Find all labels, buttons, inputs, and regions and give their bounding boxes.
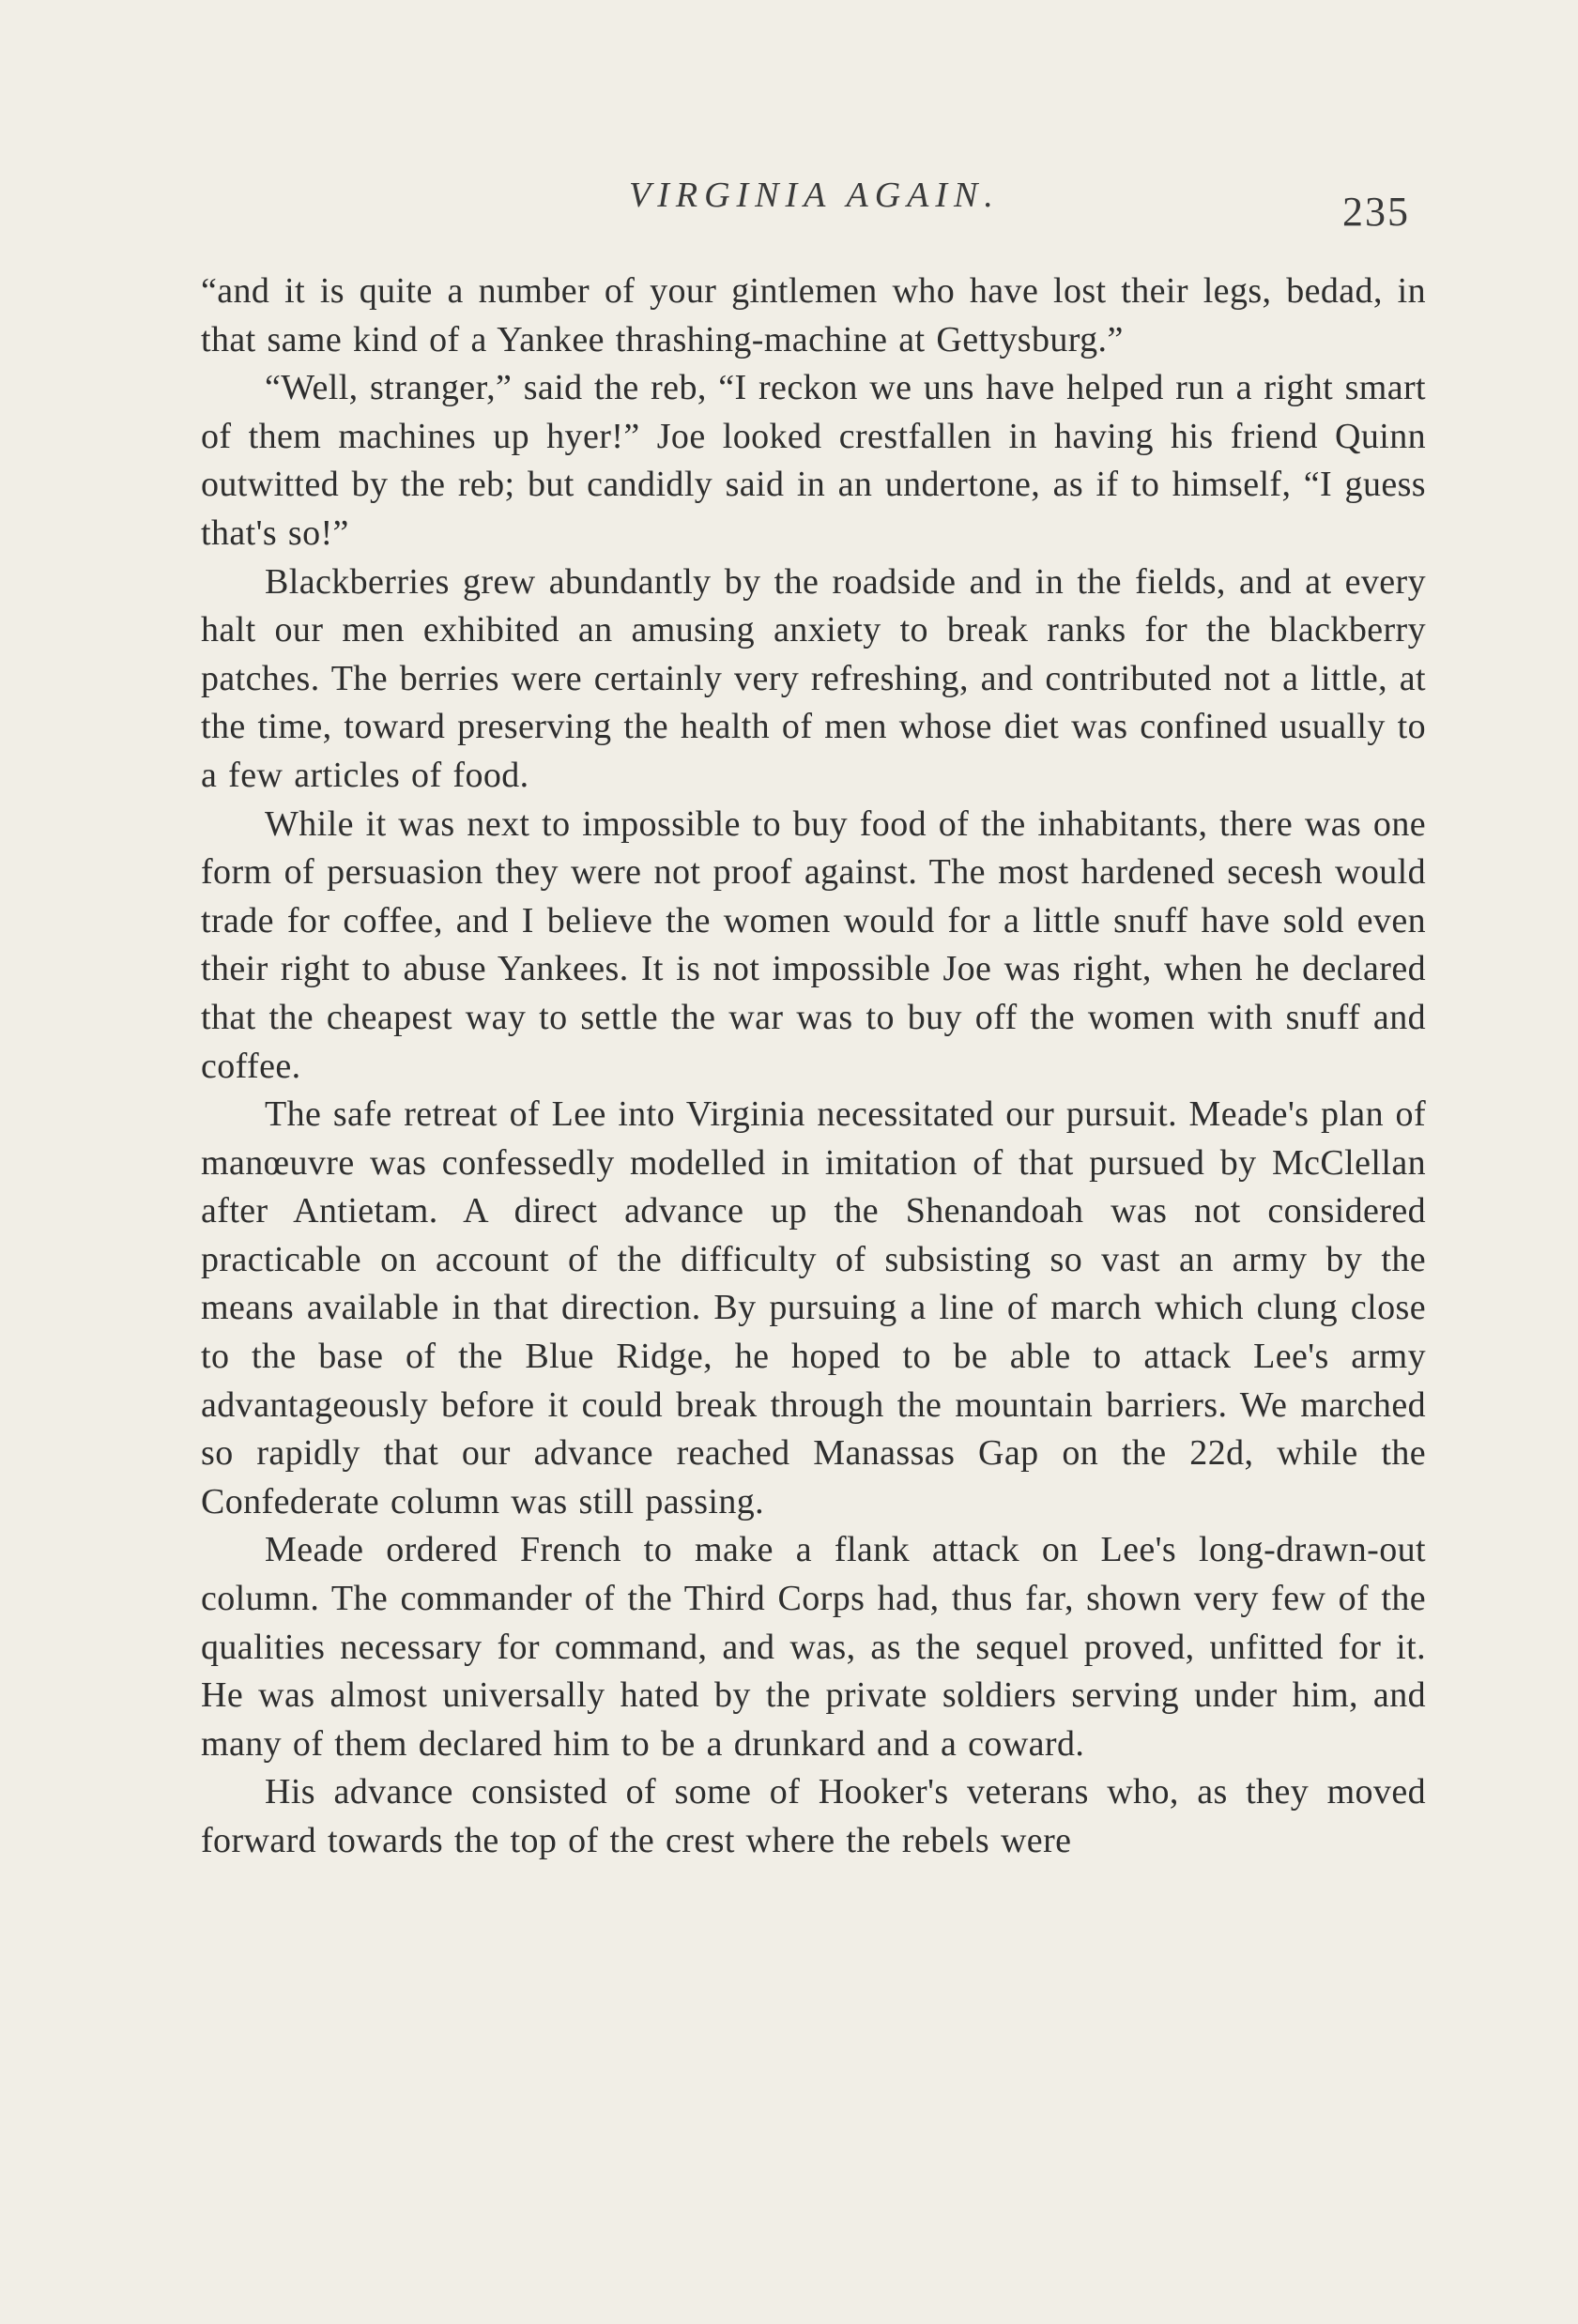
paragraph: Blackberries grew abundantly by the roadside and in the fields, and at every halt our men exhibited an amusing anxiety to break ranks for the blackberry patches. The berries were certainly very refreshing, and contributed not a little, at the time, toward preserving the health of men whose diet was confined usually to a few articles of food.	[201, 561, 1426, 795]
paragraph: While it was next to impossible to buy food of the inhabitants, there was one form of persuasion they were not proof against. The most hardened secesh would trade for coffee, and I believe the women would for a little snuff have sold even their right to abuse Yankees. It is not impossible Joe was right, when he declared that the cheapest way to settle the war was to buy off the women with snuff and coffee.	[201, 803, 1426, 1086]
body-text	[201, 268, 1426, 1866]
paragraph: “Well, stranger,” said the reb, “I reckon we uns have helped run a right smart of them machines up hyer!” Joe looked crestfallen in having his friend Quinn outwitted by the reb; but candidly said in an undertone, as if to himself, “I guess that's so!”	[201, 368, 1426, 553]
paragraph: The safe retreat of Lee into Virginia necessitated our pursuit. Meade's plan of manœuvre was confessedly modelled in imitation of that pursued by McClellan after Antietam. A direct advance up the Shenandoah was not considered practicable on account of the difficulty of subsisting so vast an army by the means available in that direction. By pursuing a line of march which clung close to the base of the Blue Ridge, he hoped to be able to attack Lee's army advantageously before it could break through the mountain barriers. We marched so rapidly that our advance reached Manassas Gap on the 22d, while the Confederate column was still passing.	[201, 1094, 1426, 1521]
page-number: 235	[1342, 189, 1410, 235]
paragraph: Meade ordered French to make a flank attack on Lee's long-drawn-out column. The commander of the Third Corps had, thus far, shown very few of the qualities necessary for command, and was, as the sequel proved, unfitted for it. He was almost universally hated by the private soldiers serving under him, and many of them declared him to be a drunkard and a coward.	[201, 1530, 1426, 1764]
running-title: VIRGINIA AGAIN.	[629, 176, 1000, 215]
paragraph: “and it is quite a number of your gintlemen who have lost their legs, bedad, in that same kind of a Yankee thrashing-machine at Gettysburg.”	[201, 271, 1426, 359]
paragraph: His advance consisted of some of Hooker's veterans who, as they moved forward towards the top of the crest where the rebels were	[201, 1772, 1426, 1860]
